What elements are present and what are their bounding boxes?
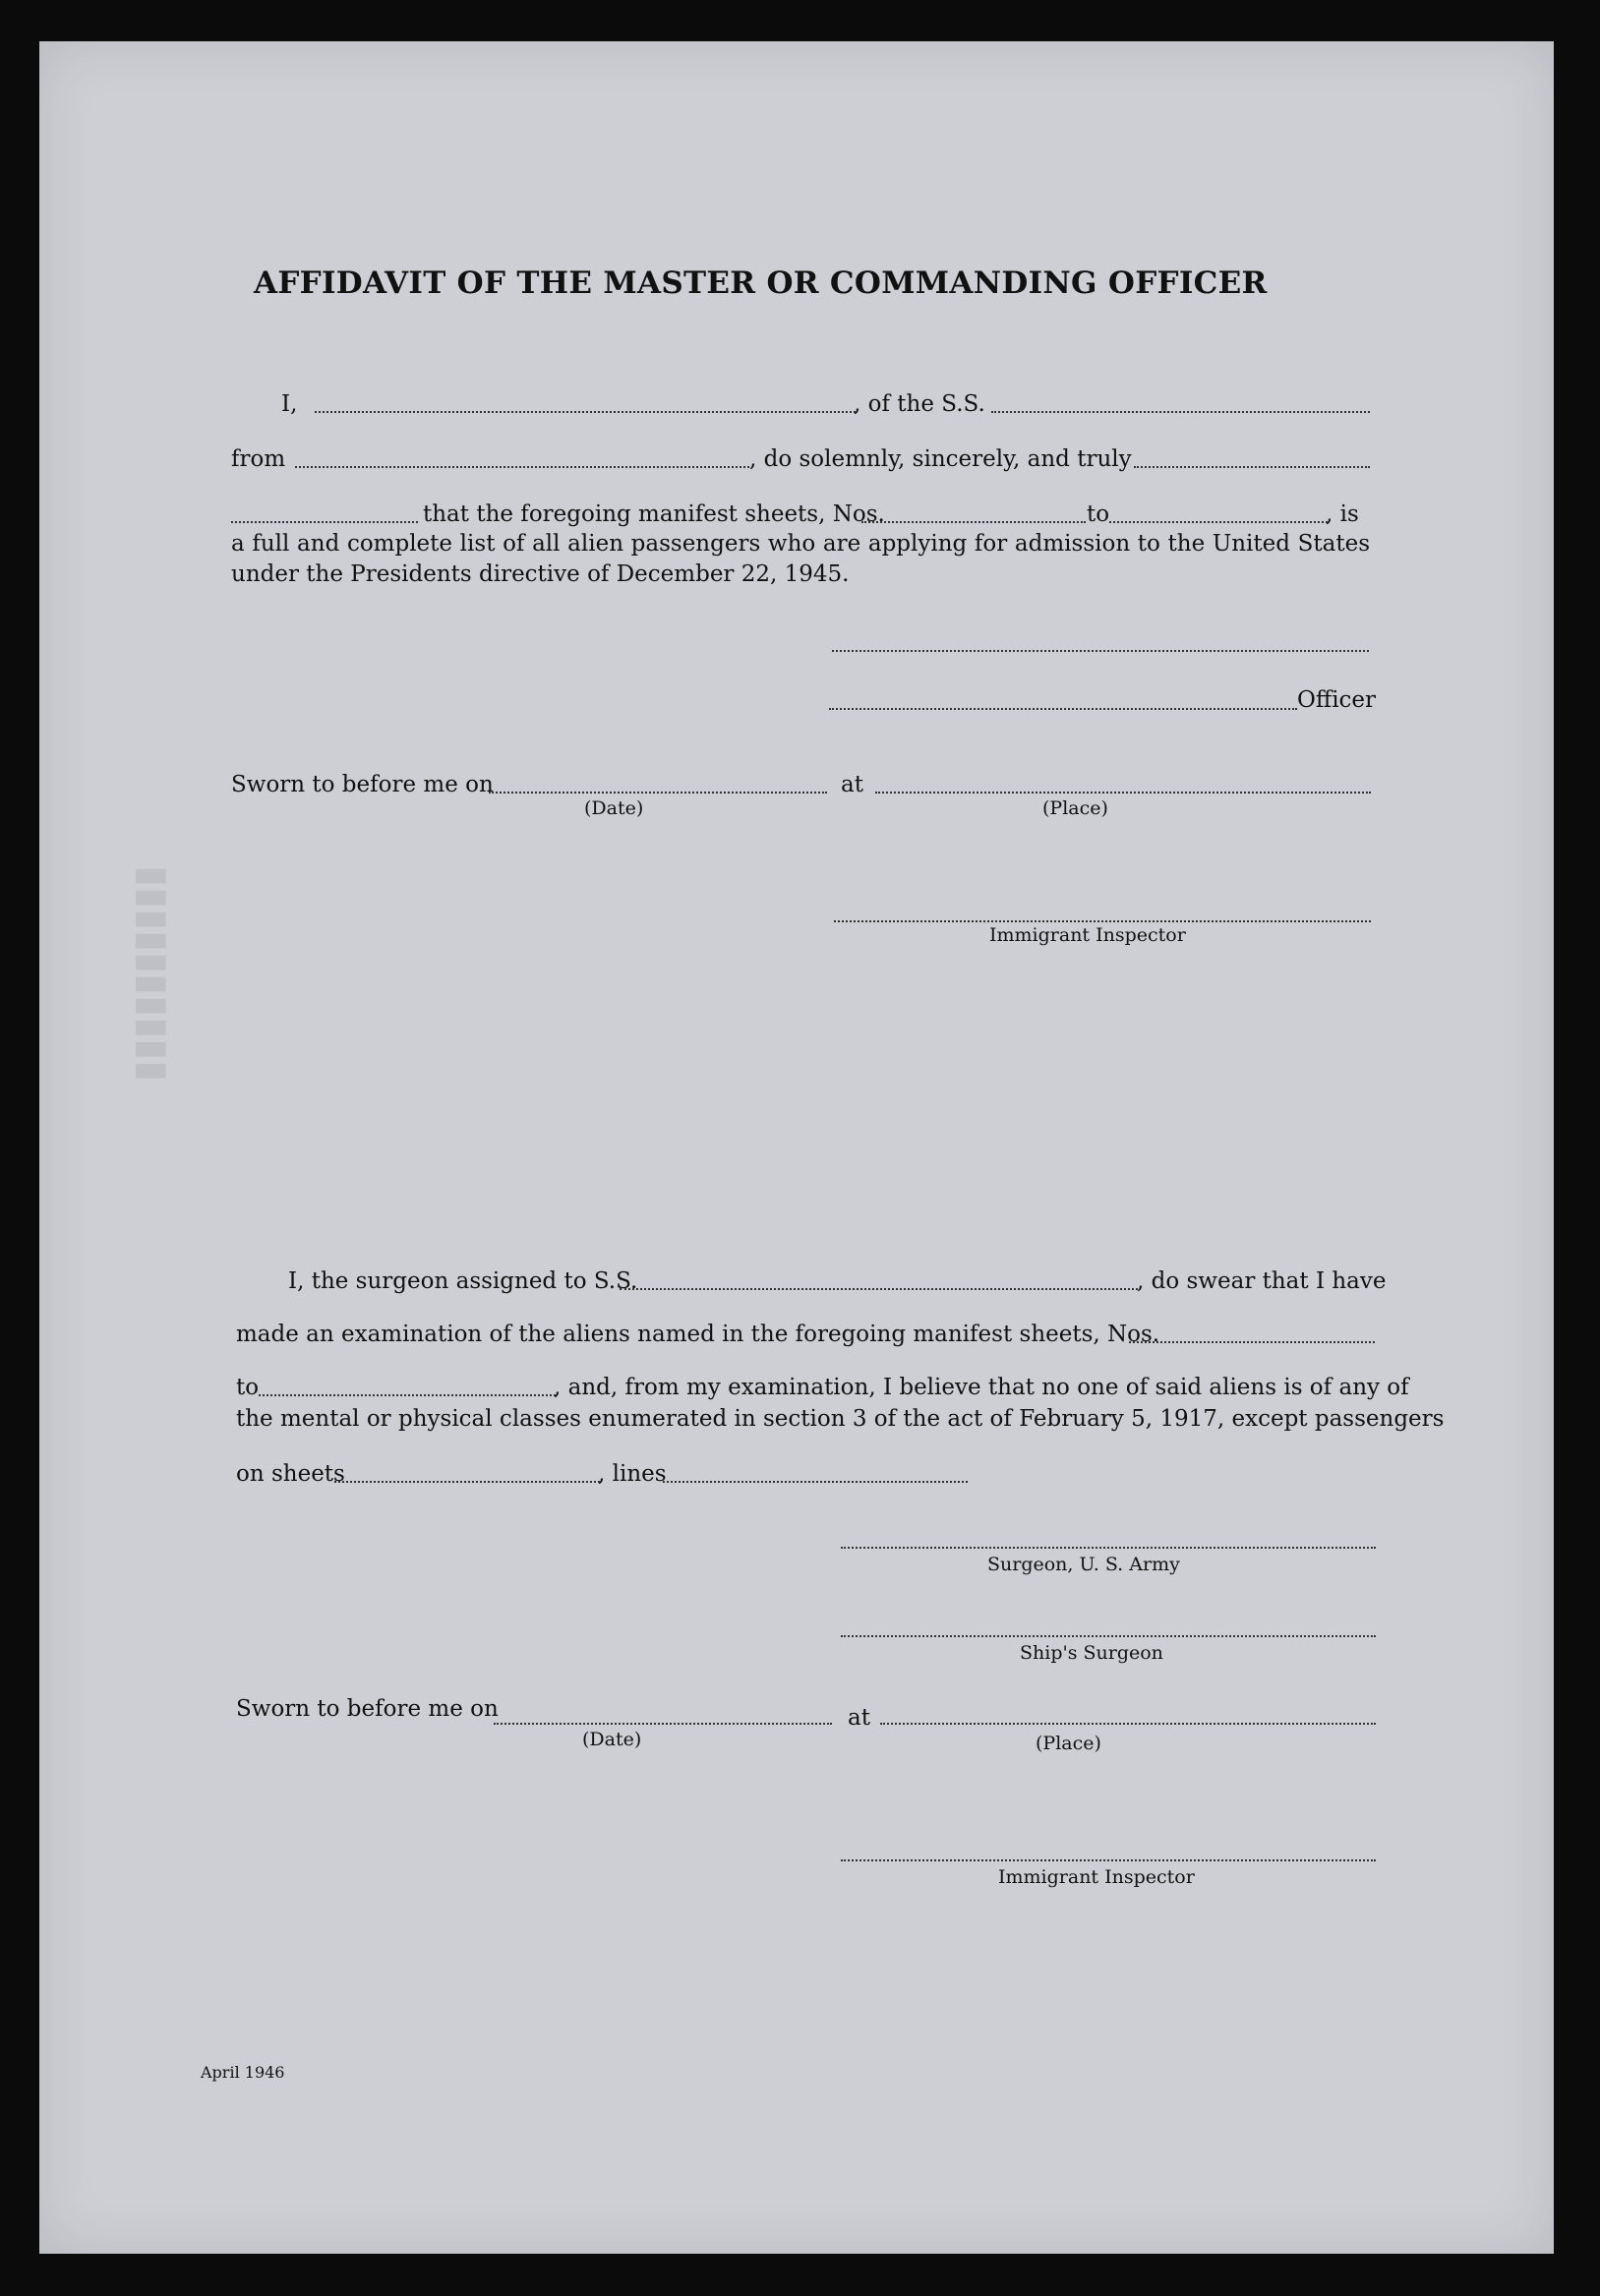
surgeon-line5-mid: , lines bbox=[598, 1461, 667, 1487]
surgeon-sworn-date-field[interactable] bbox=[494, 1723, 832, 1725]
officer-signature-line-1[interactable] bbox=[832, 650, 1369, 652]
exception-sheets-field[interactable] bbox=[334, 1481, 600, 1483]
master-sworn-place-field[interactable] bbox=[875, 792, 1371, 794]
surgeon-sworn-at: at bbox=[848, 1705, 870, 1731]
surgeon-place-label: (Place) bbox=[1036, 1733, 1101, 1754]
master-date-label: (Date) bbox=[584, 797, 644, 819]
master-line3-end: , is bbox=[1326, 501, 1359, 527]
manifest-to-field[interactable] bbox=[1109, 521, 1328, 523]
master-line3-mid: that the foregoing manifest sheets, Nos. bbox=[423, 501, 885, 527]
form-date: April 1946 bbox=[201, 2063, 285, 2082]
ship-name-field[interactable] bbox=[991, 411, 1370, 413]
surgeon-line5-prefix: on sheets bbox=[236, 1461, 345, 1487]
master-line1-mid: , of the S.S. bbox=[854, 391, 985, 417]
master-affidavit-body: a full and complete list of all alien passengers who are applying for admission to the United States under the Presidents directive of December 22, 1945. bbox=[231, 531, 1370, 587]
surgeon-sworn-prefix: Sworn to before me on bbox=[236, 1696, 499, 1722]
surgeon-inspector-signature-line[interactable] bbox=[841, 1859, 1376, 1861]
master-line1-prefix: I, bbox=[281, 391, 298, 417]
officer-signature-line-2[interactable] bbox=[829, 708, 1297, 710]
master-name-field[interactable] bbox=[315, 411, 856, 413]
surgeon-ship-field[interactable] bbox=[620, 1288, 1138, 1290]
master-line3-to: to bbox=[1087, 501, 1110, 527]
document-page bbox=[39, 41, 1554, 2254]
surgeon-line2: made an examination of the aliens named in the foregoing manifest sheets, Nos. bbox=[236, 1322, 1160, 1347]
master-line2-prefix: from bbox=[231, 446, 286, 472]
ship-surgeon-signature-line[interactable] bbox=[841, 1635, 1376, 1637]
surgeon-date-label: (Date) bbox=[582, 1729, 642, 1750]
master-inspector-label: Immigrant Inspector bbox=[989, 924, 1186, 946]
surgeon-line3-prefix: to bbox=[236, 1375, 260, 1400]
surgeon-line1-prefix: I, the surgeon assigned to S.S. bbox=[288, 1268, 638, 1294]
master-line2-mid: , do solemnly, sincerely, and truly bbox=[749, 446, 1132, 472]
surgeon-inspector-label: Immigrant Inspector bbox=[998, 1866, 1195, 1888]
officer-label: Officer bbox=[1297, 687, 1377, 713]
master-inspector-signature-line[interactable] bbox=[834, 920, 1371, 922]
oath-form-field[interactable] bbox=[1134, 466, 1370, 468]
document-title: AFFIDAVIT OF THE MASTER OR COMMANDING OFFICER bbox=[254, 265, 1268, 301]
exception-lines-field[interactable] bbox=[663, 1481, 968, 1483]
oath-verb-field[interactable] bbox=[231, 521, 418, 523]
surgeon-manifest-to-field[interactable] bbox=[259, 1394, 556, 1396]
bleed-through-mark: ▮▮▮▮▮▮▮▮▮▮ bbox=[131, 865, 177, 1083]
surgeon-line3-rest: , and, from my examination, I believe that no one of said aliens is of any of bbox=[554, 1375, 1409, 1400]
master-place-label: (Place) bbox=[1042, 797, 1108, 819]
departure-port-field[interactable] bbox=[295, 466, 749, 468]
master-sworn-at: at bbox=[841, 772, 863, 797]
surgeon-manifest-from-field[interactable] bbox=[1129, 1341, 1375, 1343]
manifest-from-field[interactable] bbox=[861, 521, 1086, 523]
master-sworn-date-field[interactable] bbox=[489, 792, 827, 794]
master-sworn-prefix: Sworn to before me on bbox=[231, 772, 494, 797]
ship-surgeon-label: Ship's Surgeon bbox=[1020, 1642, 1163, 1664]
army-surgeon-label: Surgeon, U. S. Army bbox=[987, 1554, 1180, 1575]
army-surgeon-signature-line[interactable] bbox=[841, 1547, 1376, 1549]
surgeon-sworn-place-field[interactable] bbox=[880, 1723, 1376, 1725]
surgeon-line1-end: , do swear that I have bbox=[1137, 1268, 1387, 1294]
surgeon-line4: the mental or physical classes enumerated in section 3 of the act of February 5, 1917, except passengers bbox=[236, 1406, 1445, 1432]
